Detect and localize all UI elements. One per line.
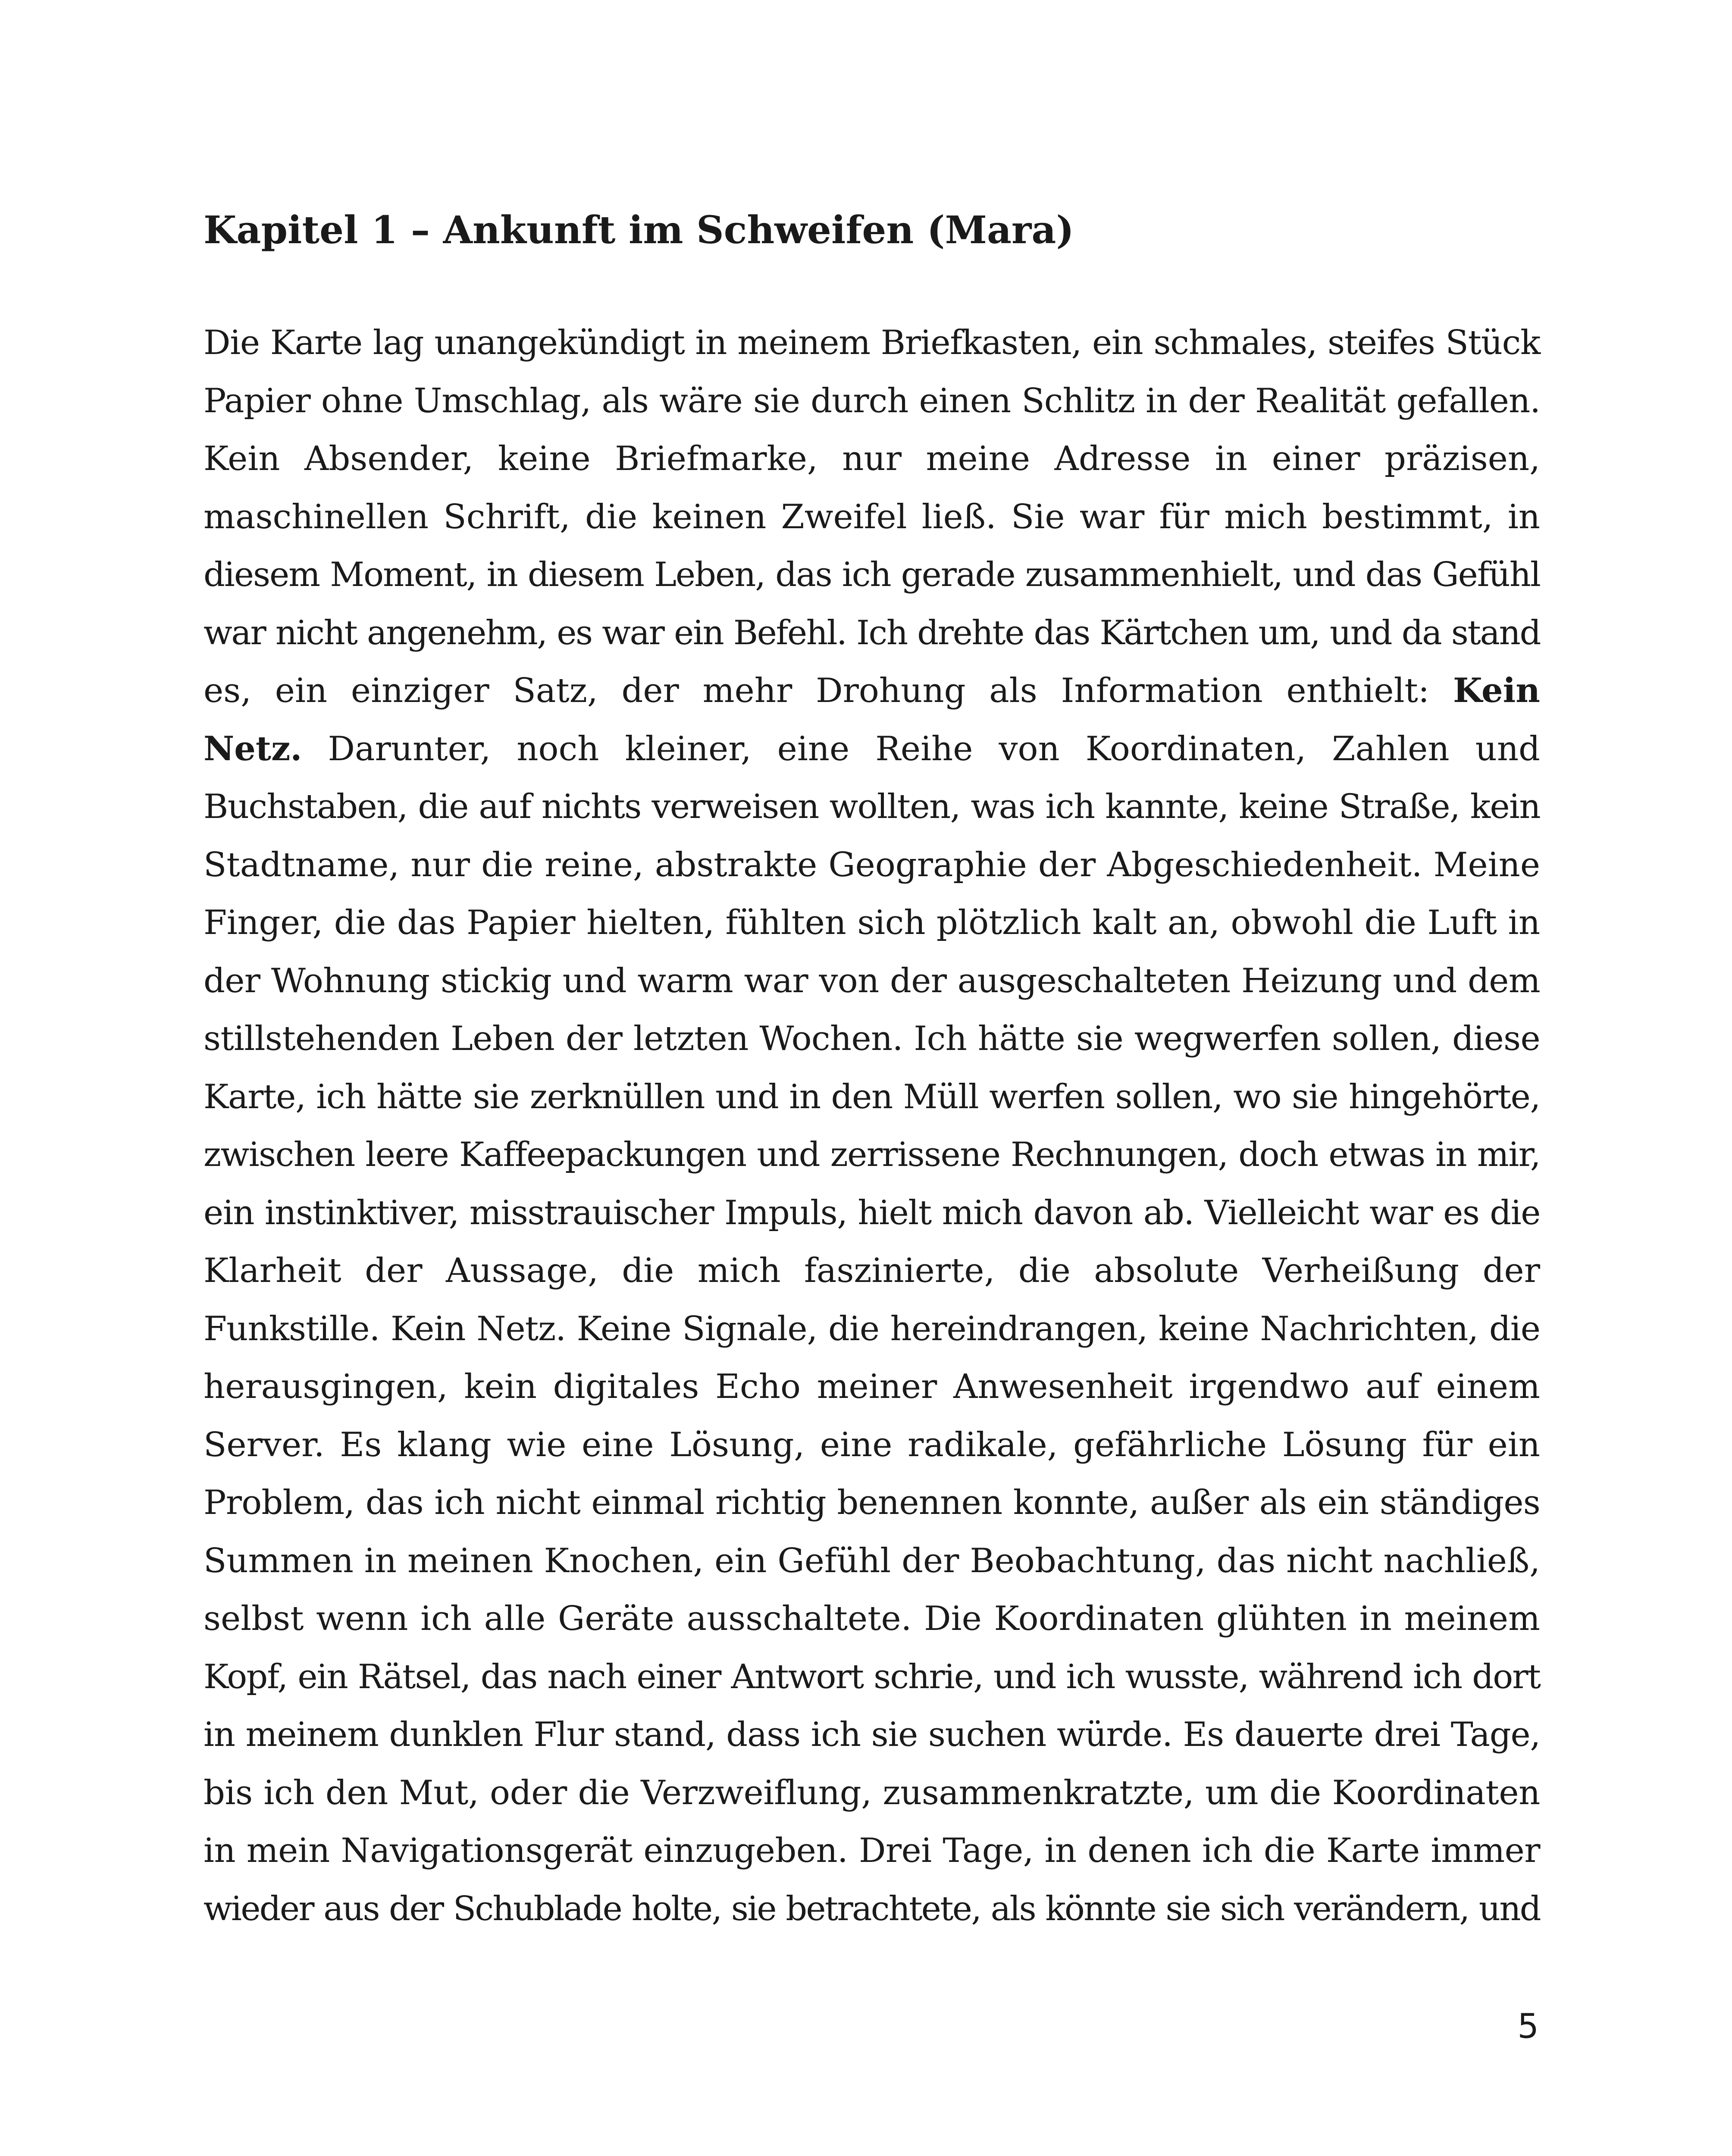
text-line: wieder aus der Schublade holte, sie betrachtete, als könnte sie sich verändern, und bbox=[204, 1889, 1540, 1928]
text-line: stillstehenden Leben der letzten Wochen. Ich hätte sie wegwerfen sollen, diese bbox=[204, 1019, 1540, 1058]
text-line bbox=[204, 662, 1540, 720]
text-line: Stadtname, nur die reine, abstrakte Geographie der Abgeschiedenheit. Meine bbox=[204, 845, 1540, 884]
text-line: Summen in meinen Knochen, ein Gefühl der Beobachtung, das nicht nachließ, bbox=[204, 1541, 1540, 1580]
text-line: Papier ohne Umschlag, als wäre sie durch einen Schlitz in der Realität gefallen. bbox=[204, 381, 1540, 420]
bold-text: Netz. bbox=[204, 729, 302, 768]
text-line: diesem Moment, in diesem Leben, das ich gerade zusammenhielt, und das Gefühl bbox=[204, 555, 1540, 594]
body-text bbox=[204, 314, 1540, 1938]
text-line: Problem, das ich nicht einmal richtig benennen konnte, außer als ein ständiges bbox=[204, 1483, 1540, 1522]
text-line: in meinem dunklen Flur stand, dass ich sie suchen würde. Es dauerte drei Tage, bbox=[204, 1715, 1540, 1754]
page-number: 5 bbox=[1517, 2007, 1539, 2046]
text-line: Buchstaben, die auf nichts verweisen wollten, was ich kannte, keine Straße, kein bbox=[204, 787, 1540, 826]
text-line: Finger, die das Papier hielten, fühlten sich plötzlich kalt an, obwohl die Luft in bbox=[204, 903, 1540, 942]
text-line: Kein Absender, keine Briefmarke, nur meine Adresse in einer präzisen, bbox=[204, 439, 1540, 478]
text-line: selbst wenn ich alle Geräte ausschaltete. Die Koordinaten glühten in meinem bbox=[204, 1599, 1540, 1638]
text-line: der Wohnung stickig und warm war von der ausgeschalteten Heizung und dem bbox=[204, 961, 1540, 1000]
text-line: bis ich den Mut, oder die Verzweiflung, zusammenkratzte, um die Koordinaten bbox=[204, 1773, 1540, 1812]
text-segment: es, ein einziger Satz, der mehr Drohung als Information enthielt: bbox=[204, 671, 1430, 710]
text-line: in mein Navigationsgerät einzugeben. Drei Tage, in denen ich die Karte immer bbox=[204, 1831, 1540, 1870]
text-line: Funkstille. Kein Netz. Keine Signale, die hereindrangen, keine Nachrichten, die bbox=[204, 1309, 1540, 1348]
text-line bbox=[204, 720, 1540, 778]
text-line: Die Karte lag unangekündigt in meinem Briefkasten, ein schmales, steifes Stück bbox=[204, 323, 1540, 362]
text-line: Server. Es klang wie eine Lösung, eine radikale, gefährliche Lösung für ein bbox=[204, 1425, 1540, 1464]
text-line: war nicht angenehm, es war ein Befehl. Ich drehte das Kärtchen um, und da stand bbox=[204, 613, 1540, 652]
bold-text: Kein bbox=[1453, 671, 1541, 710]
text-line: Kopf, ein Rätsel, das nach einer Antwort schrie, und ich wusste, während ich dort bbox=[204, 1657, 1540, 1696]
text-line: maschinellen Schrift, die keinen Zweifel ließ. Sie war für mich bestimmt, in bbox=[204, 497, 1540, 536]
text-line: herausgingen, kein digitales Echo meiner Anwesenheit irgendwo auf einem bbox=[204, 1367, 1540, 1406]
text-line: Klarheit der Aussage, die mich faszinierte, die absolute Verheißung der bbox=[204, 1251, 1540, 1290]
text-line: zwischen leere Kaffeepackungen und zerrissene Rechnungen, doch etwas in mir, bbox=[204, 1135, 1540, 1174]
text-line: ein instinktiver, misstrauischer Impuls, hielt mich davon ab. Vielleicht war es die bbox=[204, 1193, 1540, 1232]
chapter-title: Kapitel 1 – Ankunft im Schweifen (Mara) bbox=[204, 207, 1074, 252]
text-segment: Darunter, noch kleiner, eine Reihe von Koordinaten, Zahlen und bbox=[328, 729, 1540, 768]
text-line: Karte, ich hätte sie zerknüllen und in den Müll werfen sollen, wo sie hingehörte, bbox=[204, 1077, 1540, 1116]
